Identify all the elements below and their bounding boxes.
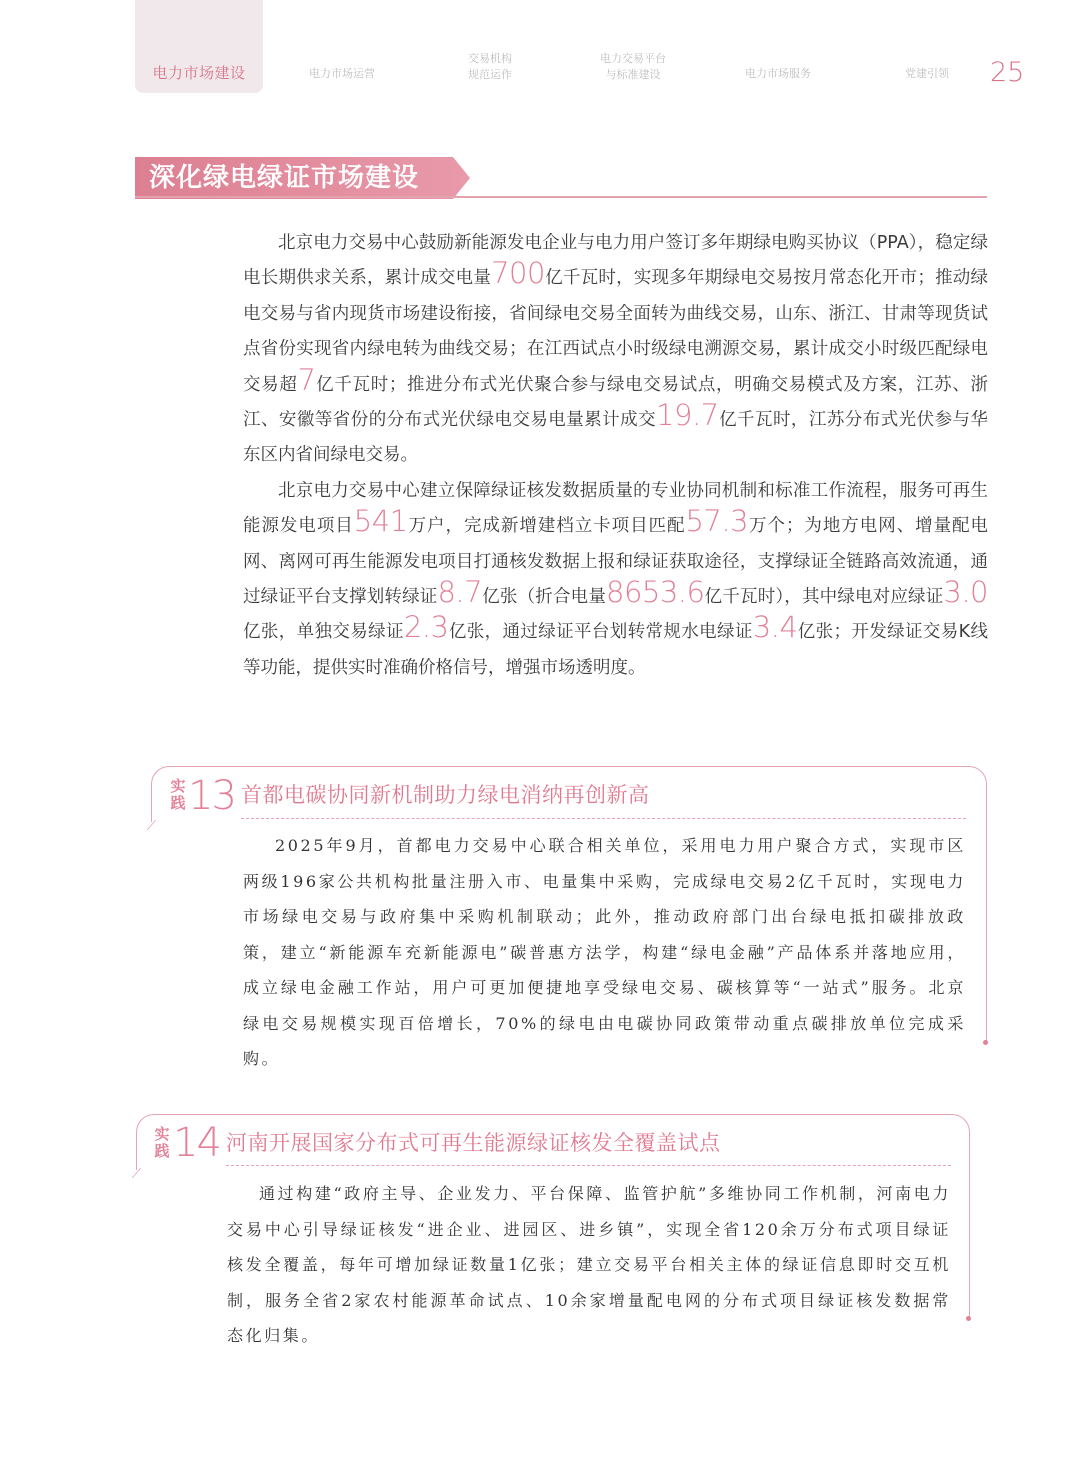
- case-label-line2: 践: [154, 1142, 170, 1160]
- tab-party-building[interactable]: [877, 66, 977, 82]
- tab-label: 电力市场服务: [745, 67, 811, 80]
- tab-trading-institution[interactable]: [440, 51, 540, 83]
- case-dashed-divider: [226, 1165, 951, 1166]
- text-run: 亿千瓦时，江苏分布式光伏参与华东区内省间绿电交易。: [243, 410, 989, 466]
- case-number: 13: [188, 773, 235, 819]
- case-dashed-divider: [241, 818, 966, 819]
- highlight-number: 57.3: [685, 504, 749, 539]
- case-title: 首都电碳协同新机制助力绿电消纳再创新高: [241, 783, 650, 807]
- case-label-line2: 践: [170, 794, 186, 812]
- tab-label-line1: 电力交易平台: [600, 52, 666, 65]
- tab-power-market-construction[interactable]: [135, 0, 263, 93]
- tab-trading-platform[interactable]: [583, 51, 683, 83]
- case-text: 通过构建“政府主导、企业发力、平台保障、监管护航”多维协同工作机制，河南电力交易中心引导绿证核发“进企业、进园区、进乡镇”，实现全省120余万分布式项目绿证核发全覆盖，每年可增加绿证数量1亿张；建立交易平台相关主体的绿证信息即时交互机制，服务全省2家农村能源革命试点、10余家增量配电网的分布式项目绿证核发数据常态化归集。: [227, 1184, 951, 1345]
- text-run: 北京电力交易中心建立保障绿证核发数据质量的专业协同机制和标准工作流程，服务可再生能源发电项目: [243, 480, 988, 537]
- case-text: 2025年9月，首都电力交易中心联合相关单位，采用电力用户聚合方式，实现市区两级196家公共机构批量注册入市、电量集中采购，完成绿电交易2亿千瓦时，实现电力市场绿电交易与政府集中采购机制联动；此外，推动政府部门出台绿电抵扣碳排放政策，建立“新能源车充新能源电”碳普惠方法学，构建“绿电金融”产品体系并落地应用，成立绿电金融工作站，用户可更加便捷地享受绿电交易、碳核算等“一站式”服务。北京绿电交易规模实现百倍增长，70%的绿电由电碳协同政策带动重点碳排放单位完成采购。: [243, 836, 966, 1068]
- paragraph-green-power-trading: [243, 226, 988, 474]
- tab-label: 党建引领: [905, 67, 949, 80]
- highlight-number: 3.4: [752, 610, 798, 645]
- tab-power-market-service[interactable]: [728, 66, 828, 82]
- highlight-number: 19.7: [656, 398, 719, 433]
- highlight-number: 2.3: [403, 610, 449, 645]
- text-run: 亿张，通过绿证平台划转常规水电绿证: [448, 622, 753, 643]
- tab-label: 电力市场建设: [152, 64, 246, 82]
- case-end-dot: [983, 1040, 988, 1045]
- case-body: [243, 828, 966, 1077]
- page-number: 25: [990, 57, 1025, 88]
- case-number: 14: [173, 1120, 220, 1166]
- case-label: [153, 1126, 171, 1160]
- tab-label-line2: 规范运作: [468, 68, 512, 81]
- highlight-number: 8.7: [437, 575, 483, 610]
- paragraph-green-certificate: [243, 474, 988, 686]
- highlight-number: 541: [353, 504, 408, 539]
- text-run: 万户，完成新增建档立卡项目匹配: [407, 516, 686, 537]
- highlight-number: 3.0: [943, 575, 989, 610]
- text-run: 亿张，单独交易绿证: [243, 622, 404, 643]
- text-run: 亿张（折合电量: [482, 587, 606, 608]
- tab-label-line1: 交易机构: [468, 52, 512, 65]
- section-divider: [135, 196, 987, 198]
- text-run: 亿张；开发绿证交易K线等功能，提供实时准确价格信号，增强市场透明度。: [243, 622, 989, 678]
- highlight-number: 700: [491, 256, 545, 291]
- case-body: [227, 1176, 951, 1354]
- text-run: 亿千瓦时），其中绿电对应绿证: [704, 587, 944, 608]
- text-run: 万个；为地方电网、增量配电网、离网可再生能源发电项目打通核发数据上报和绿证获取途径，支撑绿证全链路高效流通，通过绿证平台支撑划转绿证: [243, 516, 989, 608]
- case-label: [169, 778, 187, 812]
- text-run: 北京电力交易中心鼓励新能源发电企业与电力用户签订多年期绿电购买协议（PPA），稳定绿电长期供求关系，累计成交电量: [243, 233, 988, 289]
- text-run: 亿千瓦时，实现多年期绿电交易按月常态化开市；推动绿电交易与省内现货市场建设衔接，省间绿电交易全面转为曲线交易，山东、浙江、甘肃等现货试点省份实现省内绿电转为曲线交易；在江西试点小时级绿电溯源交易，累计成交小时级匹配绿电交易超: [243, 268, 989, 395]
- text-run: 亿千瓦时；推进分布式光伏聚合参与绿电交易试点，明确交易模式及方案，江苏、浙江、安徽等省份的分布式光伏绿电交易电量累计成交: [243, 374, 988, 431]
- tab-label-line2: 与标准建设: [605, 68, 661, 81]
- section-title: 深化绿电绿证市场建设: [149, 163, 420, 193]
- highlight-number: 7: [297, 362, 316, 397]
- case-title: 河南开展国家分布式可再生能源绿证核发全覆盖试点: [226, 1131, 721, 1155]
- case-label-line1: 实: [170, 777, 186, 795]
- tab-label: 电力市场运营: [309, 67, 375, 80]
- case-label-line1: 实: [154, 1125, 170, 1143]
- highlight-number: 8653.6: [606, 575, 705, 610]
- tab-power-market-operation[interactable]: [292, 66, 392, 82]
- main-body: [243, 226, 988, 686]
- case-end-dot: [966, 1316, 971, 1321]
